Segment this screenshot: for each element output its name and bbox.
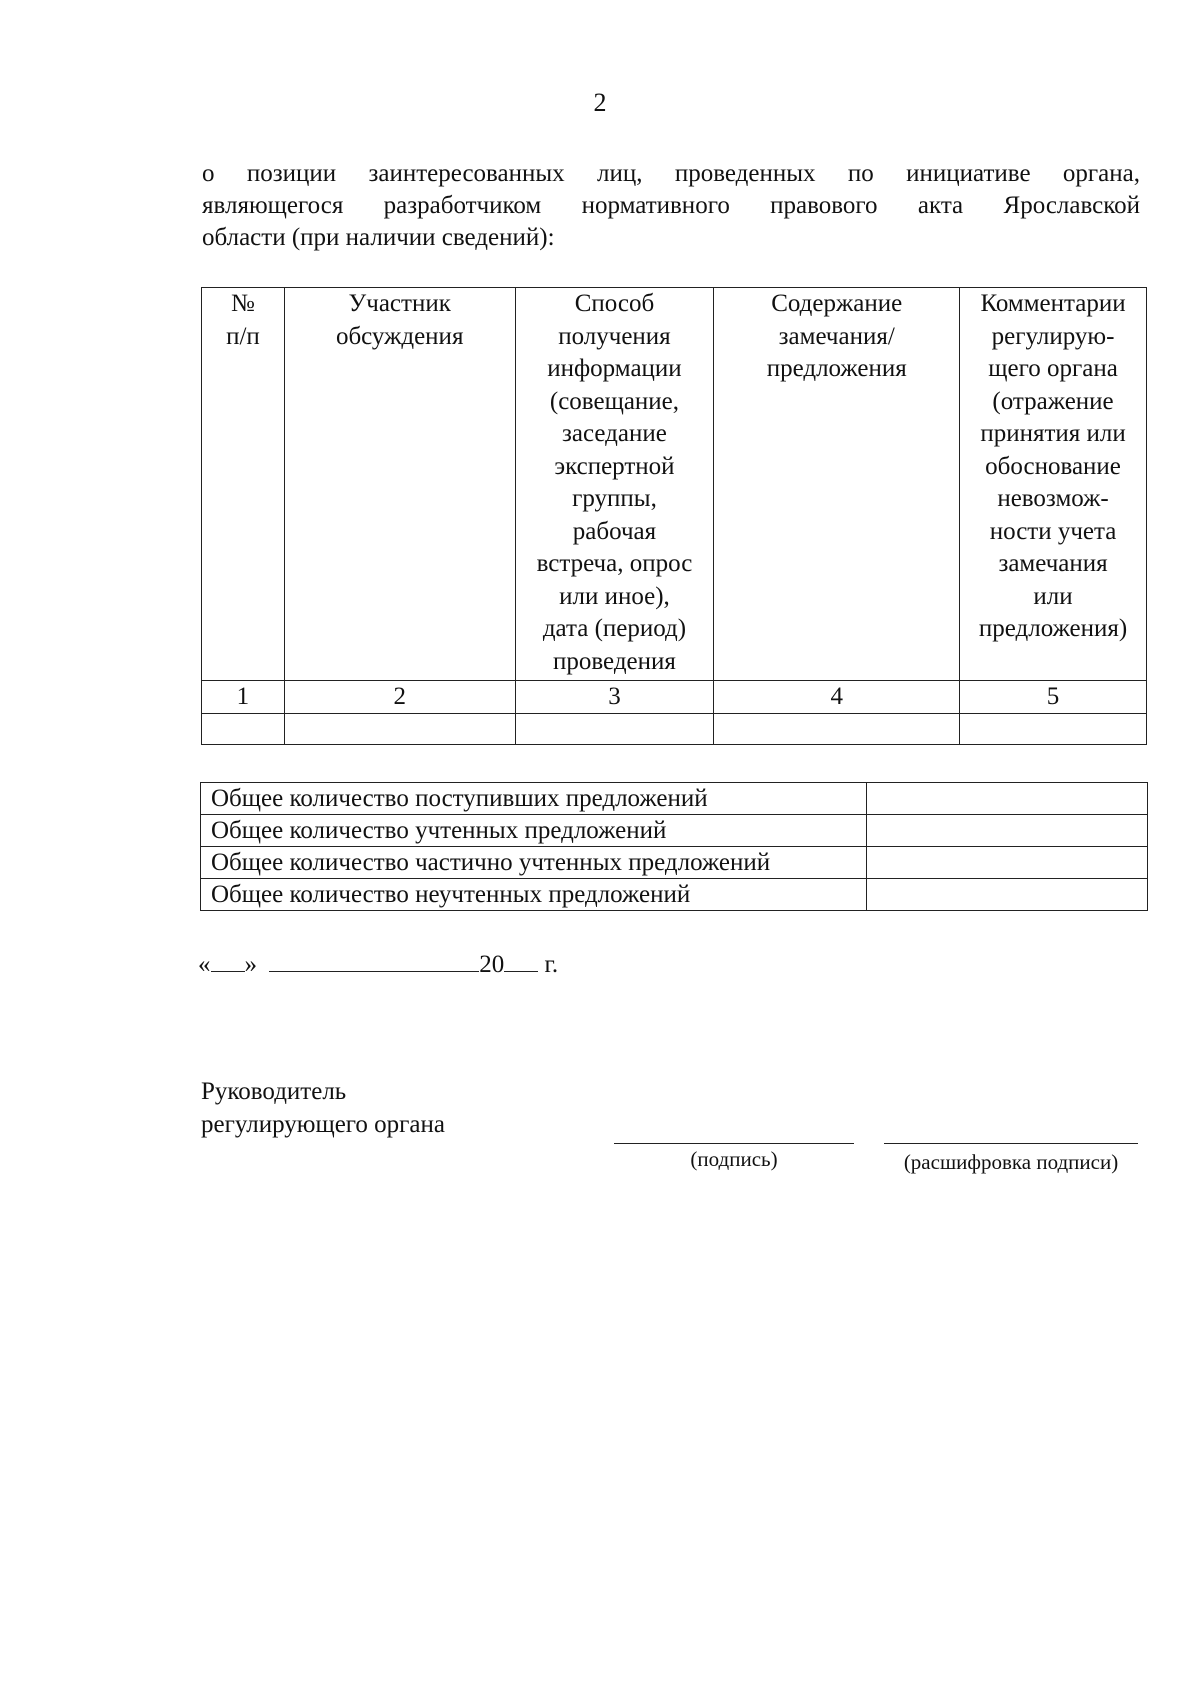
header-line: проведения [553,647,676,675]
summary-row [201,879,1148,911]
summary-value[interactable] [867,879,1148,911]
table-cell[interactable] [284,714,515,745]
year-prefix: 20 [479,951,505,978]
header-line: предложения) [978,615,1128,642]
header-line: п/п [226,322,260,350]
header-line: № [230,290,255,317]
page-number: 2 [593,88,607,117]
table-cell[interactable] [202,714,285,745]
date-line [198,947,558,979]
header-line: получения [558,322,671,350]
day-blank[interactable] [211,947,245,972]
column-number-4: 4 [714,681,960,714]
column-number-3: 3 [515,681,714,714]
table-header-row [202,288,1147,681]
summary-label: Общее количество неучтенных предложений [201,879,867,911]
header-line: группы, [572,485,657,512]
intro-paragraph [202,158,1140,254]
table-row [202,714,1147,745]
table-cell[interactable] [515,714,714,745]
discussion-table [201,287,1147,745]
header-line: дата (период) [542,615,687,642]
header-line: щего органа [988,355,1118,382]
header-line: замечания/ [778,322,895,350]
header-method [515,288,714,681]
summary-label: Общее количество поступивших предложений [201,783,867,815]
header-line: рабочая [572,517,657,545]
header-line: невозмож- [997,485,1109,512]
signature-decoding-line[interactable] [884,1143,1138,1144]
summary-label: Общее количество учтенных предложений [201,815,867,847]
header-line: принятия или [980,420,1126,447]
column-number-5: 5 [960,681,1147,714]
header-participant [284,288,515,681]
signature-line[interactable] [614,1143,854,1144]
header-line: регулирую- [991,322,1115,350]
header-content [714,288,960,681]
summary-value[interactable] [867,847,1148,879]
intro-line-1: о позиции заинтересованных лиц, проведенных по инициативе органа, [202,160,1140,187]
table-cell[interactable] [714,714,960,745]
header-number [202,288,285,681]
header-line: обоснование [985,452,1121,480]
header-line: заседание [562,420,667,447]
signature-decoding-caption: (расшифровка подписи) [903,1150,1119,1174]
year-suffix: г. [544,951,559,978]
summary-table [200,782,1148,911]
month-blank[interactable] [269,947,479,972]
header-line: замечания [998,550,1108,577]
header-line: Комментарии [980,290,1126,317]
header-line: экспертной [554,452,675,480]
date-close-quote: » [244,951,257,978]
summary-value[interactable] [867,815,1148,847]
header-line: (совещание, [549,387,680,415]
intro-line-2: являющегося разработчиком нормативного правового акта Ярославской [202,192,1140,219]
header-line: (отражение [992,387,1114,415]
header-line: встреча, опрос [536,550,693,577]
header-line: Участник [348,290,451,317]
signatory-title [201,1075,445,1141]
table-cell[interactable] [960,714,1147,745]
summary-row [201,847,1148,879]
summary-row [201,783,1148,815]
date-open-quote: « [198,951,211,978]
signatory-title-line-2: регулирующего органа [201,1111,446,1138]
header-line: обсуждения [335,322,464,350]
header-line: информации [547,355,682,382]
header-line: или иное), [559,582,670,610]
signatory-title-line-1: Руководитель [201,1078,347,1105]
summary-row [201,815,1148,847]
intro-line-3: области (при наличии сведений): [202,224,555,251]
summary-value[interactable] [867,783,1148,815]
summary-label: Общее количество частично учтенных предложений [201,847,867,879]
header-line: Содержание [771,290,903,317]
year-blank[interactable] [504,947,538,972]
header-line: ности учета [989,517,1117,545]
table-number-row [202,681,1147,714]
header-comments [960,288,1147,681]
signature-caption: (подпись) [690,1147,778,1171]
header-line: предложения [766,355,907,382]
column-number-1: 1 [202,681,285,714]
header-line: или [1033,582,1073,610]
column-number-2: 2 [284,681,515,714]
header-line: Способ [574,290,655,317]
